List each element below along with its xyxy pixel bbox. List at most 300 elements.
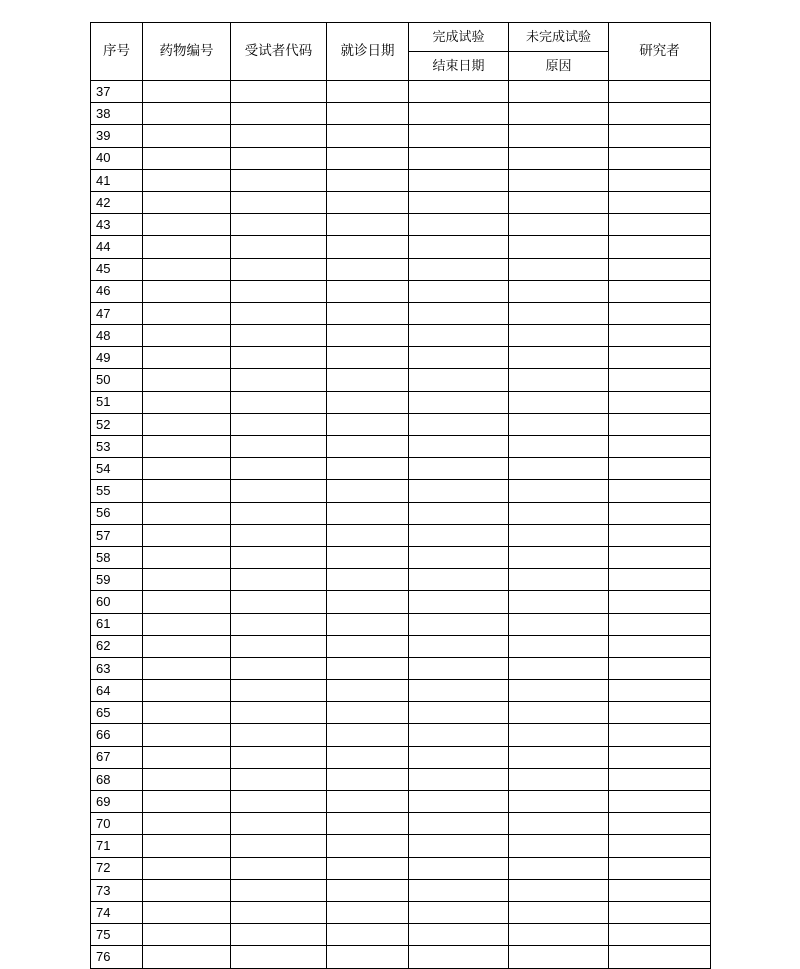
cell-unfinish[interactable] — [509, 946, 609, 968]
cell-subject[interactable] — [231, 569, 327, 591]
table-row — [91, 835, 711, 857]
cell-finish[interactable] — [409, 569, 509, 591]
cell-invest[interactable] — [609, 458, 711, 480]
cell-unfinish[interactable] — [509, 591, 609, 613]
cell-invest[interactable] — [609, 480, 711, 502]
column-header-incomplete-trial — [509, 23, 609, 81]
cell-finish[interactable] — [409, 258, 509, 280]
cell-unfinish[interactable] — [509, 857, 609, 879]
table-row — [91, 768, 711, 790]
cell-seq: 45 — [91, 258, 143, 280]
cell-drug[interactable] — [143, 280, 231, 302]
cell-drug[interactable] — [143, 635, 231, 657]
cell-invest[interactable] — [609, 901, 711, 923]
cell-subject[interactable] — [231, 258, 327, 280]
cell-subject[interactable] — [231, 480, 327, 502]
cell-unfinish[interactable] — [509, 524, 609, 546]
cell-finish[interactable] — [409, 835, 509, 857]
cell-invest[interactable] — [609, 546, 711, 568]
cell-finish[interactable] — [409, 657, 509, 679]
cell-unfinish[interactable] — [509, 879, 609, 901]
cell-seq: 63 — [91, 657, 143, 679]
cell-visit[interactable] — [327, 635, 409, 657]
cell-drug[interactable] — [143, 236, 231, 258]
cell-unfinish[interactable] — [509, 214, 609, 236]
cell-drug[interactable] — [143, 813, 231, 835]
cell-invest[interactable] — [609, 258, 711, 280]
cell-drug[interactable] — [143, 724, 231, 746]
cell-subject[interactable] — [231, 680, 327, 702]
cell-subject[interactable] — [231, 191, 327, 213]
cell-seq: 71 — [91, 835, 143, 857]
column-header-subject-code-label: 受试者代码 — [244, 43, 313, 59]
cell-unfinish[interactable] — [509, 369, 609, 391]
cell-finish[interactable] — [409, 480, 509, 502]
cell-visit[interactable] — [327, 125, 409, 147]
cell-drug[interactable] — [143, 857, 231, 879]
cell-unfinish[interactable] — [509, 413, 609, 435]
cell-seq: 52 — [91, 413, 143, 435]
cell-subject[interactable] — [231, 591, 327, 613]
cell-invest[interactable] — [609, 524, 711, 546]
cell-visit[interactable] — [327, 103, 409, 125]
cell-finish[interactable] — [409, 280, 509, 302]
table-row — [91, 879, 711, 901]
table-row — [91, 502, 711, 524]
cell-drug[interactable] — [143, 502, 231, 524]
cell-visit[interactable] — [327, 657, 409, 679]
cell-finish[interactable] — [409, 302, 509, 324]
cell-unfinish[interactable] — [509, 502, 609, 524]
cell-drug[interactable] — [143, 591, 231, 613]
cell-visit[interactable] — [327, 236, 409, 258]
cell-drug[interactable] — [143, 613, 231, 635]
cell-unfinish[interactable] — [509, 680, 609, 702]
cell-drug[interactable] — [143, 147, 231, 169]
cell-unfinish[interactable] — [509, 325, 609, 347]
cell-unfinish[interactable] — [509, 436, 609, 458]
cell-finish[interactable] — [409, 191, 509, 213]
cell-subject[interactable] — [231, 391, 327, 413]
cell-subject[interactable] — [231, 857, 327, 879]
cell-seq: 39 — [91, 125, 143, 147]
column-header-incomplete-trial-sublabel: 原因 — [545, 58, 572, 73]
cell-subject[interactable] — [231, 946, 327, 968]
cell-visit[interactable] — [327, 391, 409, 413]
cell-finish[interactable] — [409, 413, 509, 435]
cell-invest[interactable] — [609, 835, 711, 857]
cell-unfinish[interactable] — [509, 702, 609, 724]
cell-subject[interactable] — [231, 879, 327, 901]
cell-unfinish[interactable] — [509, 147, 609, 169]
table-row — [91, 857, 711, 879]
cell-invest[interactable] — [609, 946, 711, 968]
cell-drug[interactable] — [143, 791, 231, 813]
column-header-drug-number — [143, 23, 231, 81]
table-row — [91, 280, 711, 302]
cell-finish[interactable] — [409, 391, 509, 413]
cell-seq: 38 — [91, 103, 143, 125]
cell-visit[interactable] — [327, 147, 409, 169]
cell-seq: 73 — [91, 879, 143, 901]
cell-unfinish[interactable] — [509, 901, 609, 923]
cell-finish[interactable] — [409, 813, 509, 835]
cell-unfinish[interactable] — [509, 81, 609, 103]
cell-invest[interactable] — [609, 657, 711, 679]
cell-visit[interactable] — [327, 879, 409, 901]
cell-visit[interactable] — [327, 480, 409, 502]
cell-invest[interactable] — [609, 147, 711, 169]
cell-subject[interactable] — [231, 657, 327, 679]
cell-visit[interactable] — [327, 325, 409, 347]
cell-drug[interactable] — [143, 81, 231, 103]
cell-subject[interactable] — [231, 103, 327, 125]
cell-finish[interactable] — [409, 436, 509, 458]
cell-drug[interactable] — [143, 391, 231, 413]
cell-subject[interactable] — [231, 924, 327, 946]
cell-finish[interactable] — [409, 125, 509, 147]
cell-subject[interactable] — [231, 702, 327, 724]
cell-drug[interactable] — [143, 258, 231, 280]
cell-finish[interactable] — [409, 214, 509, 236]
cell-invest[interactable] — [609, 347, 711, 369]
cell-finish[interactable] — [409, 768, 509, 790]
cell-unfinish[interactable] — [509, 791, 609, 813]
cell-finish[interactable] — [409, 702, 509, 724]
table-row — [91, 191, 711, 213]
cell-visit[interactable] — [327, 413, 409, 435]
table-row — [91, 214, 711, 236]
cell-visit[interactable] — [327, 768, 409, 790]
table-row — [91, 458, 711, 480]
cell-invest[interactable] — [609, 413, 711, 435]
cell-unfinish[interactable] — [509, 302, 609, 324]
cell-visit[interactable] — [327, 280, 409, 302]
cell-finish[interactable] — [409, 347, 509, 369]
cell-seq: 72 — [91, 857, 143, 879]
table-row — [91, 147, 711, 169]
cell-subject[interactable] — [231, 901, 327, 923]
cell-subject[interactable] — [231, 613, 327, 635]
cell-finish[interactable] — [409, 169, 509, 191]
cell-visit[interactable] — [327, 436, 409, 458]
cell-drug[interactable] — [143, 347, 231, 369]
cell-visit[interactable] — [327, 347, 409, 369]
cell-visit[interactable] — [327, 791, 409, 813]
cell-unfinish[interactable] — [509, 258, 609, 280]
cell-subject[interactable] — [231, 214, 327, 236]
cell-seq: 75 — [91, 924, 143, 946]
cell-finish[interactable] — [409, 901, 509, 923]
cell-seq: 62 — [91, 635, 143, 657]
cell-invest[interactable] — [609, 103, 711, 125]
cell-seq: 40 — [91, 147, 143, 169]
cell-unfinish[interactable] — [509, 724, 609, 746]
cell-seq: 67 — [91, 746, 143, 768]
table-row — [91, 236, 711, 258]
cell-drug[interactable] — [143, 680, 231, 702]
cell-finish[interactable] — [409, 635, 509, 657]
column-header-visit-date — [327, 23, 409, 81]
cell-drug[interactable] — [143, 657, 231, 679]
cell-invest[interactable] — [609, 613, 711, 635]
cell-seq: 64 — [91, 680, 143, 702]
cell-unfinish[interactable] — [509, 125, 609, 147]
cell-visit[interactable] — [327, 613, 409, 635]
cell-drug[interactable] — [143, 125, 231, 147]
cell-finish[interactable] — [409, 746, 509, 768]
cell-subject[interactable] — [231, 791, 327, 813]
cell-invest[interactable] — [609, 813, 711, 835]
cell-subject[interactable] — [231, 436, 327, 458]
cell-invest[interactable] — [609, 191, 711, 213]
cell-seq: 65 — [91, 702, 143, 724]
cell-seq: 51 — [91, 391, 143, 413]
column-header-investigator-label: 研究者 — [639, 43, 680, 59]
cell-unfinish[interactable] — [509, 635, 609, 657]
cell-invest[interactable] — [609, 702, 711, 724]
cell-finish[interactable] — [409, 81, 509, 103]
cell-subject[interactable] — [231, 302, 327, 324]
cell-visit[interactable] — [327, 524, 409, 546]
cell-finish[interactable] — [409, 502, 509, 524]
cell-finish[interactable] — [409, 724, 509, 746]
cell-drug[interactable] — [143, 746, 231, 768]
cell-subject[interactable] — [231, 635, 327, 657]
cell-unfinish[interactable] — [509, 546, 609, 568]
column-header-drug-number-label: 药物编号 — [159, 43, 214, 59]
column-header-subject-code — [231, 23, 327, 81]
cell-unfinish[interactable] — [509, 391, 609, 413]
cell-invest[interactable] — [609, 125, 711, 147]
cell-unfinish[interactable] — [509, 569, 609, 591]
table-header — [91, 23, 711, 81]
cell-finish[interactable] — [409, 325, 509, 347]
cell-finish[interactable] — [409, 591, 509, 613]
cell-drug[interactable] — [143, 214, 231, 236]
cell-invest[interactable] — [609, 635, 711, 657]
table-row — [91, 702, 711, 724]
cell-subject[interactable] — [231, 458, 327, 480]
cell-visit[interactable] — [327, 924, 409, 946]
cell-subject[interactable] — [231, 502, 327, 524]
cell-visit[interactable] — [327, 502, 409, 524]
cell-finish[interactable] — [409, 791, 509, 813]
cell-subject[interactable] — [231, 746, 327, 768]
subject-enrollment-log-table — [90, 22, 711, 969]
cell-subject[interactable] — [231, 81, 327, 103]
cell-unfinish[interactable] — [509, 458, 609, 480]
cell-visit[interactable] — [327, 724, 409, 746]
cell-drug[interactable] — [143, 879, 231, 901]
cell-drug[interactable] — [143, 413, 231, 435]
cell-subject[interactable] — [231, 813, 327, 835]
cell-finish[interactable] — [409, 103, 509, 125]
cell-visit[interactable] — [327, 680, 409, 702]
cell-visit[interactable] — [327, 546, 409, 568]
table-row — [91, 591, 711, 613]
column-header-completed-trial-sublabel: 结束日期 — [432, 58, 485, 73]
cell-seq: 61 — [91, 613, 143, 635]
cell-invest[interactable] — [609, 680, 711, 702]
table-row — [91, 746, 711, 768]
cell-invest[interactable] — [609, 214, 711, 236]
cell-finish[interactable] — [409, 680, 509, 702]
table-row — [91, 258, 711, 280]
cell-visit[interactable] — [327, 569, 409, 591]
cell-visit[interactable] — [327, 591, 409, 613]
table-row — [91, 480, 711, 502]
cell-finish[interactable] — [409, 857, 509, 879]
cell-drug[interactable] — [143, 702, 231, 724]
cell-drug[interactable] — [143, 569, 231, 591]
cell-visit[interactable] — [327, 191, 409, 213]
table-row — [91, 436, 711, 458]
cell-visit[interactable] — [327, 901, 409, 923]
cell-invest[interactable] — [609, 857, 711, 879]
cell-invest[interactable] — [609, 502, 711, 524]
cell-invest[interactable] — [609, 302, 711, 324]
cell-invest[interactable] — [609, 236, 711, 258]
cell-drug[interactable] — [143, 103, 231, 125]
cell-subject[interactable] — [231, 125, 327, 147]
table-body — [91, 81, 711, 969]
table-row — [91, 325, 711, 347]
cell-unfinish[interactable] — [509, 480, 609, 502]
cell-unfinish[interactable] — [509, 347, 609, 369]
cell-finish[interactable] — [409, 458, 509, 480]
cell-seq: 60 — [91, 591, 143, 613]
table-row — [91, 413, 711, 435]
cell-seq: 48 — [91, 325, 143, 347]
cell-unfinish[interactable] — [509, 103, 609, 125]
cell-drug[interactable] — [143, 325, 231, 347]
table-row — [91, 347, 711, 369]
cell-drug[interactable] — [143, 191, 231, 213]
cell-unfinish[interactable] — [509, 613, 609, 635]
cell-invest[interactable] — [609, 768, 711, 790]
cell-invest[interactable] — [609, 791, 711, 813]
cell-subject[interactable] — [231, 835, 327, 857]
cell-invest[interactable] — [609, 569, 711, 591]
cell-invest[interactable] — [609, 280, 711, 302]
cell-seq: 58 — [91, 546, 143, 568]
cell-subject[interactable] — [231, 169, 327, 191]
cell-finish[interactable] — [409, 524, 509, 546]
cell-unfinish[interactable] — [509, 280, 609, 302]
cell-subject[interactable] — [231, 347, 327, 369]
cell-invest[interactable] — [609, 325, 711, 347]
cell-invest[interactable] — [609, 746, 711, 768]
cell-drug[interactable] — [143, 480, 231, 502]
cell-finish[interactable] — [409, 236, 509, 258]
cell-unfinish[interactable] — [509, 657, 609, 679]
cell-subject[interactable] — [231, 413, 327, 435]
cell-finish[interactable] — [409, 546, 509, 568]
cell-drug[interactable] — [143, 369, 231, 391]
cell-drug[interactable] — [143, 302, 231, 324]
cell-visit[interactable] — [327, 857, 409, 879]
cell-subject[interactable] — [231, 280, 327, 302]
cell-unfinish[interactable] — [509, 768, 609, 790]
column-header-investigator — [609, 23, 711, 81]
cell-subject[interactable] — [231, 546, 327, 568]
cell-finish[interactable] — [409, 924, 509, 946]
cell-seq: 37 — [91, 81, 143, 103]
cell-invest[interactable] — [609, 879, 711, 901]
cell-visit[interactable] — [327, 746, 409, 768]
cell-visit[interactable] — [327, 835, 409, 857]
cell-invest[interactable] — [609, 169, 711, 191]
cell-seq: 50 — [91, 369, 143, 391]
cell-drug[interactable] — [143, 946, 231, 968]
cell-drug[interactable] — [143, 458, 231, 480]
cell-unfinish[interactable] — [509, 236, 609, 258]
cell-visit[interactable] — [327, 169, 409, 191]
cell-visit[interactable] — [327, 702, 409, 724]
cell-unfinish[interactable] — [509, 169, 609, 191]
cell-visit[interactable] — [327, 946, 409, 968]
cell-drug[interactable] — [143, 169, 231, 191]
cell-subject[interactable] — [231, 325, 327, 347]
cell-unfinish[interactable] — [509, 191, 609, 213]
cell-unfinish[interactable] — [509, 924, 609, 946]
cell-unfinish[interactable] — [509, 835, 609, 857]
cell-visit[interactable] — [327, 214, 409, 236]
cell-unfinish[interactable] — [509, 746, 609, 768]
cell-drug[interactable] — [143, 924, 231, 946]
cell-subject[interactable] — [231, 236, 327, 258]
cell-finish[interactable] — [409, 369, 509, 391]
cell-seq: 56 — [91, 502, 143, 524]
cell-finish[interactable] — [409, 147, 509, 169]
column-header-completed-trial — [409, 23, 509, 81]
cell-drug[interactable] — [143, 436, 231, 458]
cell-finish[interactable] — [409, 613, 509, 635]
column-header-incomplete-trial-label: 未完成试验 — [509, 23, 608, 52]
cell-invest[interactable] — [609, 391, 711, 413]
cell-subject[interactable] — [231, 524, 327, 546]
cell-visit[interactable] — [327, 458, 409, 480]
cell-invest[interactable] — [609, 591, 711, 613]
cell-visit[interactable] — [327, 813, 409, 835]
cell-invest[interactable] — [609, 724, 711, 746]
cell-subject[interactable] — [231, 724, 327, 746]
cell-invest[interactable] — [609, 924, 711, 946]
cell-unfinish[interactable] — [509, 813, 609, 835]
cell-subject[interactable] — [231, 768, 327, 790]
cell-visit[interactable] — [327, 258, 409, 280]
cell-drug[interactable] — [143, 901, 231, 923]
cell-finish[interactable] — [409, 879, 509, 901]
cell-drug[interactable] — [143, 524, 231, 546]
cell-finish[interactable] — [409, 946, 509, 968]
cell-visit[interactable] — [327, 302, 409, 324]
cell-drug[interactable] — [143, 835, 231, 857]
cell-seq: 74 — [91, 901, 143, 923]
cell-visit[interactable] — [327, 369, 409, 391]
cell-invest[interactable] — [609, 81, 711, 103]
cell-invest[interactable] — [609, 369, 711, 391]
cell-invest[interactable] — [609, 436, 711, 458]
table-container — [90, 22, 710, 969]
cell-subject[interactable] — [231, 147, 327, 169]
cell-subject[interactable] — [231, 369, 327, 391]
cell-visit[interactable] — [327, 81, 409, 103]
cell-drug[interactable] — [143, 546, 231, 568]
table-row — [91, 524, 711, 546]
cell-drug[interactable] — [143, 768, 231, 790]
